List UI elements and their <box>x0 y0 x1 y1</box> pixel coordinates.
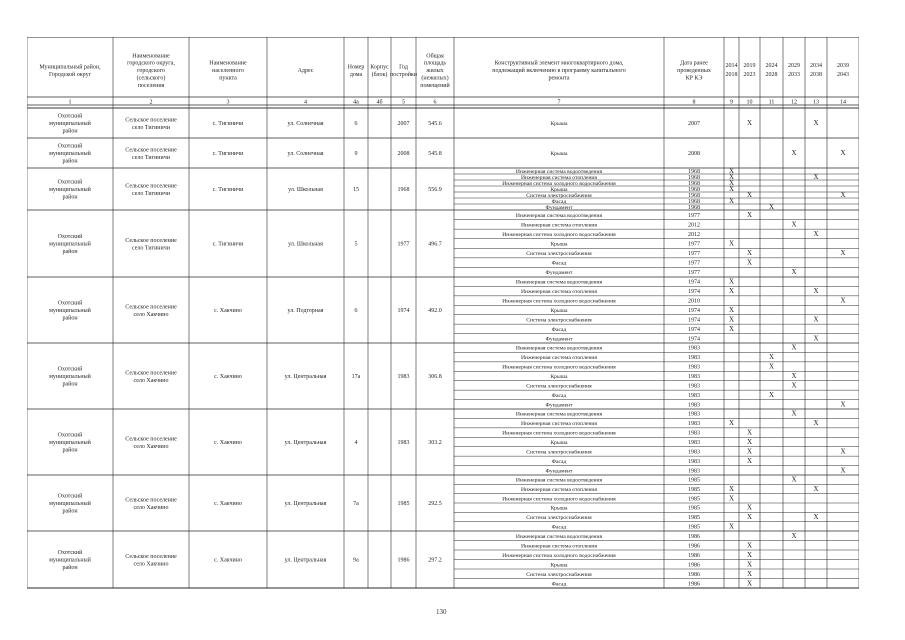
cell-repair-date: 1983 <box>688 449 700 456</box>
cell-municipality: Охотский муниципальный район <box>49 493 91 515</box>
column-number: 11 <box>768 99 775 106</box>
cell-element: Инженерная система водоотведения <box>515 477 603 484</box>
cell-repair-date: 1985 <box>688 496 700 503</box>
cell-element: Фундамент <box>545 270 573 277</box>
cell-element: Инженерная система водоотведения <box>515 533 603 540</box>
cell-mark: X <box>791 268 797 277</box>
cell-mark: X <box>728 167 735 175</box>
cell-house-number: 6 <box>354 121 358 127</box>
cell-mark: X <box>746 560 753 569</box>
cell-element: Инженерная система отопления <box>520 355 598 362</box>
cell-area: 492.0 <box>428 308 442 314</box>
cell-element: Фасад <box>551 524 567 531</box>
cell-repair-date: 1974 <box>688 326 700 333</box>
header-period-end-2: 2028 <box>765 72 778 78</box>
cell-element: Инженерная система водоотведения <box>515 212 603 219</box>
cell-repair-date: 1983 <box>688 411 700 418</box>
cell-element: Фундамент <box>545 336 573 343</box>
cell-repair-date: 1986 <box>688 543 700 550</box>
cell-year: 1983 <box>397 440 410 446</box>
header-period-end-3: 2033 <box>788 72 800 78</box>
cell-element: Фундамент <box>545 205 573 211</box>
cell-mark: X <box>746 569 753 578</box>
cell-mark: X <box>840 249 846 258</box>
cell-settlement: Сельское поселение село Тигиничи <box>125 117 177 131</box>
cell-mark: X <box>840 447 846 456</box>
header-period-3: 2029 <box>788 63 800 70</box>
cell-repair-date: 2010 <box>688 298 700 305</box>
cell-repair-date: 1974 <box>688 279 700 286</box>
cell-mark: X <box>791 381 797 390</box>
cell-element: Фасад <box>551 581 567 588</box>
cell-locality: с. Хакчино <box>214 374 242 380</box>
cell-mark: X <box>728 494 735 503</box>
cell-repair-date: 1985 <box>688 524 700 531</box>
cell-element: Инженерная система холодного водоснабжения <box>502 496 616 503</box>
cell-settlement: Сельское поселение село Тигиничи <box>125 147 177 161</box>
header-period-5: 2039 <box>837 63 849 70</box>
cell-mark: X <box>746 438 753 446</box>
cell-year: 1974 <box>397 308 410 314</box>
cell-street: ул. Школьная <box>288 187 323 193</box>
cell-mark: X <box>813 513 819 521</box>
header-period-end-0: 2018 <box>725 72 738 78</box>
cell-house-number: 9 <box>354 151 358 157</box>
cell-area: 292.5 <box>428 501 442 507</box>
capital-repair-table <box>27 37 859 595</box>
header-locality: Наименование населенного пункта <box>209 60 247 82</box>
cell-settlement: Сельское поселение село Хакчино <box>125 553 177 568</box>
cell-mark: X <box>728 287 735 296</box>
cell-element: Фасад <box>551 458 567 465</box>
cell-repair-date: 1986 <box>688 581 700 588</box>
cell-repair-date: 1974 <box>688 336 700 343</box>
cell-repair-date: 1974 <box>688 308 700 314</box>
cell-municipality: Охотский муниципальный район <box>49 366 91 388</box>
cell-element: Крыша <box>550 308 568 314</box>
cell-repair-date: 1983 <box>688 392 700 399</box>
cell-element: Фасад <box>551 326 567 333</box>
cell-locality: с. Тигиничи <box>212 151 244 157</box>
cell-element: Крыша <box>550 187 568 193</box>
cell-repair-date: 1977 <box>688 251 700 258</box>
cell-mark: X <box>746 503 753 512</box>
cell-element: Инженерная система отопления <box>520 175 598 181</box>
column-number: 4б <box>376 99 383 106</box>
header-building: Корпус (блок) <box>370 64 389 78</box>
cell-street: ул. Солнечная <box>287 151 324 157</box>
cell-locality: с. Тигиничи <box>212 241 244 248</box>
cell-year: 1983 <box>397 374 410 380</box>
column-number: 14 <box>840 99 846 106</box>
header-settlement: Наименование городского округа, городского (сельского) поселения <box>127 53 175 89</box>
cell-mark: X <box>728 173 735 181</box>
cell-repair-date: 1985 <box>688 515 700 521</box>
cell-repair-date: 1968 <box>688 193 700 199</box>
cell-mark: X <box>746 550 753 559</box>
cell-element: Крыша <box>550 121 568 127</box>
cell-element: Система электроснабжения <box>526 515 592 521</box>
cell-repair-date: 1974 <box>688 317 700 324</box>
cell-mark: X <box>791 409 797 418</box>
cell-mark: X <box>746 456 753 465</box>
table-grid <box>27 37 859 595</box>
column-number: 9 <box>730 99 733 106</box>
cell-repair-date: 1986 <box>688 562 700 569</box>
cell-repair-date: 1977 <box>688 260 700 267</box>
column-number: 10 <box>746 99 753 106</box>
cell-street: ул. Подгорная <box>287 308 324 314</box>
column-number: 2 <box>149 99 153 106</box>
header-address: Адрес <box>297 68 314 75</box>
cell-repair-date: 1977 <box>688 241 700 248</box>
cell-locality: с. Хакчино <box>214 440 242 446</box>
cell-repair-date: 2012 <box>688 222 700 229</box>
column-number: 3 <box>226 99 230 106</box>
cell-area: 556.9 <box>428 187 442 193</box>
cell-repair-date: 1977 <box>688 270 700 277</box>
header-element: Конструктивный элемент многоквартирного дома, подлежащий включению в программу капитального ремонта <box>492 60 626 82</box>
cell-municipality: Охотский муниципальный район <box>49 143 91 165</box>
cell-repair-date: 1983 <box>688 345 700 352</box>
cell-mark: X <box>768 390 775 399</box>
cell-area: 306.8 <box>428 374 442 380</box>
cell-area: 496.7 <box>428 241 442 248</box>
cell-mark: X <box>746 258 753 267</box>
cell-municipality: Охотский муниципальный район <box>49 113 91 135</box>
cell-repair-date: 1977 <box>688 212 700 219</box>
cell-settlement: Сельское поселение село Хакчино <box>125 304 177 318</box>
cell-element: Система электроснабжения <box>526 383 592 390</box>
cell-settlement: Сельское поселение село Тигиничи <box>125 183 177 197</box>
header-area: Общая площадь жилых (нежилых) помещений <box>420 53 450 89</box>
cell-element: Инженерная система холодного водоснабжения <box>502 430 616 437</box>
cell-repair-date: 2012 <box>688 231 700 238</box>
cell-municipality: Охотский муниципальный район <box>49 550 91 571</box>
cell-locality: с. Хакчино <box>214 501 242 507</box>
cell-settlement: Сельское поселение село Хакчино <box>125 370 177 384</box>
cell-element: Фундамент <box>545 468 573 475</box>
cell-mark: X <box>746 191 753 199</box>
cell-house-number: 4 <box>354 440 358 446</box>
cell-area: 545.6 <box>428 121 442 127</box>
cell-mark: X <box>791 149 797 157</box>
cell-element: Система электроснабжения <box>526 251 592 258</box>
cell-element: Система электроснабжения <box>526 571 592 578</box>
cell-element: Крыша <box>550 374 568 380</box>
cell-mark: X <box>746 210 753 219</box>
cell-mark: X <box>728 522 735 531</box>
cell-repair-date: 2008 <box>688 151 700 157</box>
cell-street: ул. Центральная <box>284 440 327 446</box>
cell-repair-date: 1983 <box>688 355 700 362</box>
cell-element: Крыша <box>550 505 568 512</box>
cell-mark: X <box>813 334 819 343</box>
cell-mark: X <box>746 428 753 437</box>
cell-repair-date: 1968 <box>688 181 700 187</box>
cell-area: 297.2 <box>428 557 442 564</box>
cell-year: 1986 <box>397 557 410 564</box>
header-period-end-1: 2023 <box>743 72 756 78</box>
cell-mark: X <box>813 315 819 324</box>
cell-repair-date: 1986 <box>688 571 700 578</box>
cell-year: 2007 <box>397 121 410 127</box>
cell-element: Крыша <box>550 241 568 248</box>
cell-mark: X <box>728 306 735 314</box>
column-number: 13 <box>813 99 819 106</box>
cell-mark: X <box>746 541 753 550</box>
cell-mark: X <box>791 531 797 540</box>
cell-repair-date: 1985 <box>688 487 700 493</box>
cell-element: Инженерная система холодного водоснабжения <box>502 364 616 371</box>
cell-mark: X <box>813 287 819 296</box>
column-number: 8 <box>692 99 696 106</box>
cell-street: ул. Солнечная <box>287 121 324 127</box>
header-period-end-5: 2043 <box>837 72 849 78</box>
column-number: 1 <box>68 99 72 106</box>
cell-house-number: 15 <box>353 187 359 193</box>
cell-mark: X <box>728 315 735 324</box>
cell-mark: X <box>813 485 819 493</box>
cell-element: Фундамент <box>545 402 573 409</box>
cell-element: Фасад <box>551 392 567 399</box>
cell-mark: X <box>840 296 846 305</box>
cell-mark: X <box>746 513 753 521</box>
cell-mark: X <box>728 485 735 493</box>
cell-mark: X <box>728 277 735 286</box>
column-number: 6 <box>433 99 437 106</box>
cell-repair-date: 1983 <box>688 421 700 428</box>
cell-repair-date: 1983 <box>688 458 700 465</box>
cell-municipality: Охотский муниципальный район <box>49 432 91 454</box>
cell-mark: X <box>791 343 797 352</box>
cell-area: 303.2 <box>428 440 442 446</box>
header-house-no: Номер дома <box>347 64 365 78</box>
cell-repair-date: 1983 <box>688 440 700 446</box>
header-period-1: 2019 <box>743 63 756 70</box>
cell-repair-date: 1968 <box>688 175 700 181</box>
cell-repair-date: 1974 <box>688 289 700 296</box>
cell-repair-date: 1983 <box>688 468 700 475</box>
cell-repair-date: 1983 <box>688 402 700 409</box>
cell-street: ул. Школьная <box>288 241 323 248</box>
cell-element: Система электроснабжения <box>526 317 592 324</box>
cell-mark: X <box>728 185 735 193</box>
cell-mark: X <box>746 447 753 456</box>
cell-year: 2008 <box>397 151 410 157</box>
cell-locality: с. Хакчино <box>214 557 242 564</box>
cell-mark: X <box>728 179 735 187</box>
column-number: 4а <box>353 99 359 106</box>
cell-element: Инженерная система водоотведения <box>515 169 603 175</box>
cell-element: Инженерная система холодного водоснабжения <box>502 298 616 305</box>
cell-mark: X <box>746 119 753 127</box>
page-number: 130 <box>436 608 447 616</box>
cell-settlement: Сельское поселение село Хакчино <box>125 497 177 511</box>
cell-mark: X <box>791 220 797 229</box>
cell-repair-date: 1986 <box>688 552 700 559</box>
cell-mark: X <box>728 197 735 205</box>
cell-house-number: 9а <box>353 557 359 564</box>
cell-municipality: Охотский муниципальный район <box>49 234 91 255</box>
cell-area: 545.8 <box>428 151 442 157</box>
cell-house-number: 17а <box>351 374 361 380</box>
cell-element: Инженерная система водоотведения <box>515 411 603 418</box>
cell-mark: X <box>768 362 775 371</box>
cell-repair-date: 1986 <box>688 533 700 540</box>
cell-repair-date: 1968 <box>688 169 700 175</box>
header-period-4: 2034 <box>810 63 822 70</box>
cell-mark: X <box>840 466 846 475</box>
cell-element: Крыша <box>550 151 568 157</box>
cell-mark: X <box>840 400 846 409</box>
cell-mark: X <box>840 149 846 157</box>
cell-element: Инженерная система отопления <box>520 289 598 296</box>
cell-element: Крыша <box>550 562 568 569</box>
cell-element: Инженерная система холодного водоснабжения <box>502 181 616 187</box>
cell-repair-date: 1968 <box>688 199 700 205</box>
cell-element: Фасад <box>551 260 567 267</box>
cell-repair-date: 1983 <box>688 430 700 437</box>
cell-mark: X <box>813 419 819 428</box>
cell-street: ул. Центральная <box>284 374 327 380</box>
cell-repair-date: 1983 <box>688 383 700 390</box>
header-period-0: 2014 <box>725 63 738 70</box>
cell-mark: X <box>813 229 819 238</box>
cell-repair-date: 1983 <box>688 374 700 380</box>
cell-mark: X <box>791 475 797 484</box>
cell-repair-date: 2007 <box>688 121 700 127</box>
cell-year: 1977 <box>397 241 410 248</box>
cell-municipality: Охотский муниципальный район <box>49 300 91 322</box>
cell-mark: X <box>746 579 753 588</box>
cell-mark: X <box>728 324 735 333</box>
cell-settlement: Сельское поселение село Хакчино <box>125 436 177 450</box>
header-last-repair: Дата ранее проведенных КР КЭ <box>677 60 711 82</box>
cell-municipality: Охотский муниципальный район <box>49 179 91 201</box>
cell-element: Инженерная система холодного водоснабжения <box>502 552 616 559</box>
cell-mark: X <box>768 353 775 362</box>
cell-element: Система электроснабжения <box>526 449 592 456</box>
cell-locality: с. Тигиничи <box>212 187 244 193</box>
column-number: 12 <box>791 99 797 106</box>
cell-mark: X <box>768 203 775 211</box>
cell-locality: с. Тигиничи <box>212 121 244 127</box>
header-municipality: Муниципальный район, Городской округ <box>39 64 101 78</box>
cell-mark: X <box>728 419 735 428</box>
cell-repair-date: 1983 <box>688 364 700 371</box>
cell-house-number: 6 <box>354 308 358 314</box>
cell-street: ул. Центральная <box>284 557 327 564</box>
cell-mark: X <box>728 239 735 248</box>
column-number: 7 <box>557 99 561 106</box>
cell-repair-date: 1985 <box>688 505 700 512</box>
cell-element: Инженерная система отопления <box>520 543 598 550</box>
cell-element: Инженерная система отопления <box>520 421 598 428</box>
cell-element: Крыша <box>550 440 568 446</box>
cell-element: Фасад <box>551 199 567 205</box>
cell-settlement: Сельское поселение село Тигиничи <box>125 237 177 252</box>
cell-element: Инженерная система отопления <box>520 222 598 229</box>
cell-mark: X <box>840 191 846 199</box>
cell-house-number: 7а <box>353 501 359 507</box>
cell-repair-date: 1968 <box>688 187 700 193</box>
cell-house-number: 5 <box>354 241 358 248</box>
cell-element: Инженерная система водоотведения <box>515 279 603 286</box>
cell-year: 1968 <box>397 187 410 193</box>
cell-repair-date: 1968 <box>688 205 700 211</box>
header-period-end-4: 2038 <box>810 72 822 78</box>
cell-element: Инженерная система отопления <box>520 487 598 493</box>
cell-element: Система электроснабжения <box>526 193 592 199</box>
cell-locality: с. Хакчино <box>214 308 242 314</box>
cell-street: ул. Центральная <box>284 501 327 507</box>
cell-repair-date: 1985 <box>688 477 700 484</box>
cell-mark: X <box>791 372 797 380</box>
header-period-2: 2024 <box>765 63 778 70</box>
cell-year: 1985 <box>397 501 410 507</box>
cell-mark: X <box>813 119 819 127</box>
cell-element: Инженерная система водоотведения <box>515 345 603 352</box>
cell-mark: X <box>746 249 753 258</box>
cell-element: Инженерная система холодного водоснабжения <box>502 231 616 238</box>
header-year: Год постройки <box>389 64 418 78</box>
column-number: 5 <box>402 99 405 106</box>
column-number: 4 <box>304 99 307 106</box>
cell-mark: X <box>813 173 819 181</box>
